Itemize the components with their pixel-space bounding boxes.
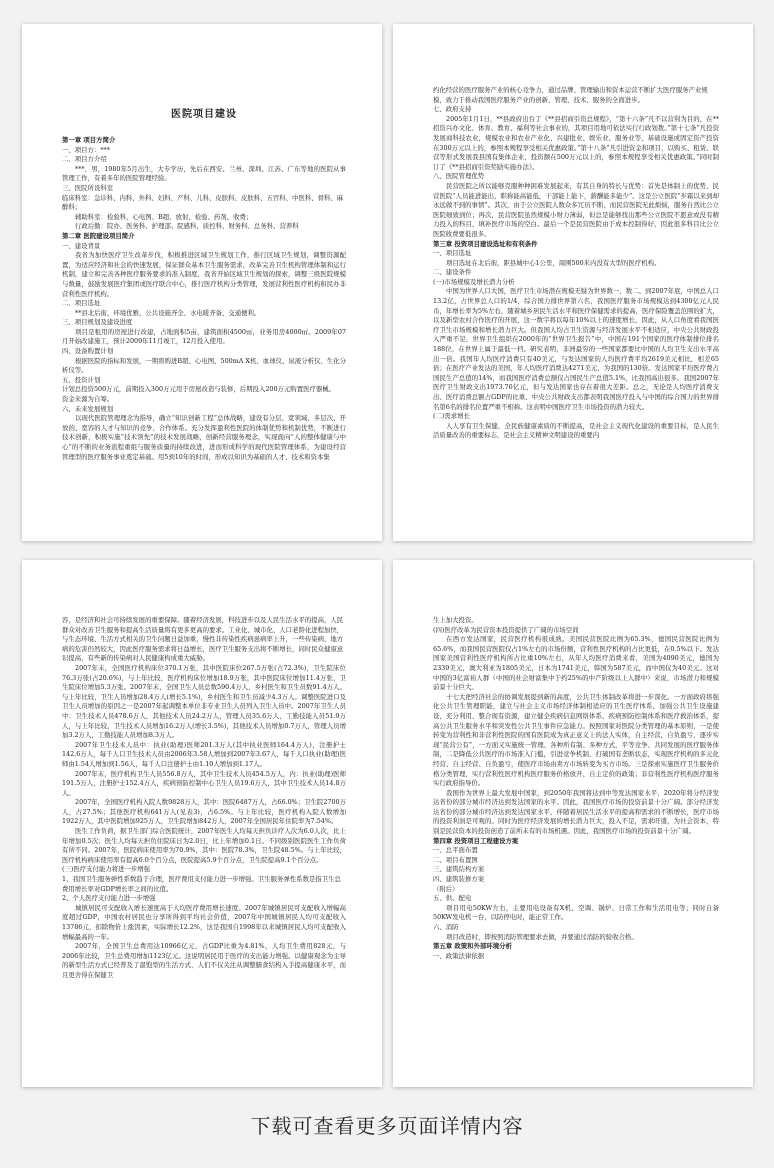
page-4-body — [433, 616, 719, 961]
page-2-body — [433, 86, 719, 441]
paragraph: 2007年末，全国医疗机构床位370.1万张，其中医院床位267.5万张(占72.3%)，卫生院床位76.3万张(占20.6%)，与上年比较，医疗机构床位增加18.9万张，其中医院床位增加11.4万张，卫生院床位增加5.3万张。2007年末，全国卫生人员总数590.4万人，乡村医生和卫生员数91.4万人。与上年比较，卫生人员增加28.4万人(增长5.1%)，乡村医生和卫生员减少4.3万人。调整医院进口及卫生人员增加的原因之一是2007年起调整本单位非专业卫生人员列入卫生人员中。2007年卫生人员中：卫生技术人员478.6万人，其他技术人员24.2万人，管理人员35.6万人，工勤技能人员51.9万人，与上年比较，卫生技术人员增加16.2万人(增长3.5%)，其他技术人员增加0.7万人，管理人员增加3.2万人，工勤技能人员增加8.3万人。 — [62, 663, 346, 740]
paragraph: 城镇居民可支配收入增长速度高于人均医疗费用增长速度。2007年城镇居民可支配收入增幅高度超过GDP，中国农村居民也分享所得到平均社会价值，2007年中国城镇居民人均可支配收入13786元，扣除物价上涨因素，实际增长12.2%，这是我国自1998年以来城镇居民人均可支配收入增幅最高的一年。 — [62, 903, 346, 941]
paragraph: (二)需求增长 — [433, 412, 470, 421]
paragraph: 五、供、配电 — [433, 894, 472, 903]
paragraph: 项目是租用的房屋进行改建，占地面积5亩，建筑面积4500㎡，业务用房4000㎡。2009年07月开始改建施工，预计2009年11月竣工，12月投入使用。 — [62, 327, 346, 346]
document-page-1 — [22, 24, 382, 541]
paragraph: 四、建筑装修方案 — [433, 875, 485, 884]
paragraph: 我国作为世界上最大发展中国家，到2050年我国将达到中等发达国家水平，2020年将分经济发达省份的部分城市经济达到发达国家的水平。因此，我国医疗市场的投资前景十分广阔。部分经济发达省份的部分城市经济达到发达国家水平，伴随着居民生活水平的提高和需求的不断增长，医疗市场的投资利润是可观的。同时为医疗经济发展的增长潜力巨大，投入不足，需求旺盛，为社会资本，特别是民营资本的投资创造了前所未有的市场机遇。因此，我国医疗市场的投资前景十分广阔。 — [433, 788, 719, 836]
paragraph: 一、建设背景 — [62, 241, 101, 250]
paragraph: (一)市场规模及增长潜力分析 — [433, 277, 515, 286]
paragraph: 2005年1月1日，**县政府出台了《**县招商引资总规程》，“第十六条”凡不以营利为目的，在**招资兴办文化、体育、教育、福利等社会事业的，其项目用地可依法实行行政划拨。”第十七条”凡投资发展商科技农业，规模农业和农业产业化、兴建批业、娱乐业、服务业等，基础设施或固定资产投资在300万元以上的，参照本规程享受相关优惠政策。”第十八条”凡引进资金和项目，以购买、租赁、联营等形式发展我县国有集体企业，投资额在500万元以上的，参照本规程享受相关优惠政策。”同时制订了《**县招商引资奖励实施办法》。 — [433, 114, 719, 171]
paragraph: 项目选址在北后街，距县城中心1公里，周围500米内没有大型的医疗机构。 — [446, 258, 661, 267]
paragraph: 我省为加快医疗卫生改革步伐，积极推进区域卫生规划工作，推行区域卫生规划，调整资源配置，为适应经济和社会的快速发展，保证群众基本卫生服务需求，改革完善卫生机构管理体制和运行机制，建立和完善各种医疗服务要求的准入制度，我省开始区域卫生规划的探索，调整三级医院规模与数量，鼓励发展医疗集团或医疗联合中心，推行医疗机构分类管理，发展营利性医疗机构和民办非营利性医疗机构。 — [62, 251, 346, 298]
paragraph: 人人享有卫生保健，全民族健康素质的不断提高，是社会主义现代化建设的重要目标，是人民生活质量改善的重要标志，是社会主义精神文明建设的重要内 — [433, 421, 719, 440]
paragraph: 一、政策法律依据 — [433, 951, 485, 960]
paragraph: **县北后街，环境优雅、公共设施齐全、水电暖齐备、交通便利。 — [75, 308, 261, 317]
document-page-3 — [22, 560, 382, 1087]
paragraph: 五、投资计划 — [62, 375, 101, 384]
paragraph: 八、医院管理优势 — [433, 172, 485, 181]
section-heading: 第四章 投资项目工程建设方案 — [433, 836, 519, 845]
paragraph: (四)医疗改革为民营资本投资提供了广阔的市场空间 — [433, 625, 579, 634]
paragraph: 一、项目方：*** — [62, 145, 110, 154]
paragraph: 容，是经济和社会可持续发展的重要保障。随着经济发展，科技进步以及人民生活水平的提高，人民群众对改善卫生服务和提高生活质量将有更多更高的要求。工业化、城市化、人口老龄化进程加快，与生态环境、生活方式相关的卫生问题日益加重，慢性非传染性疾病患病率上升，一些传染病、地方病的危害仍然较大，因此医疗服务需求将日益增长，医疗卫生服务支出将不断增长，同时民众健康意识提高，有些新的传染病对人民健康构成重大威胁。 — [62, 616, 344, 663]
paragraph: 七、政府支持 — [433, 105, 472, 114]
paragraph: 行政后勤：院办、医务科、护理部、院感科、质控科、财务科、总务科、营养科 — [75, 222, 299, 231]
paragraph: 六、消防 — [433, 923, 459, 931]
paragraph: 一、总平面布置 — [433, 846, 478, 855]
paragraph: ***，男，1980年5月出生，大专学历，先后在西安、兰州、深圳、江苏、广东等地的医院从事管理工作，有着多年的医院管理经验。 — [62, 164, 346, 183]
paragraph: 三、建筑结构方案 — [433, 865, 485, 874]
paragraph: 二、项目布置图 — [433, 855, 478, 864]
document-page-2 — [393, 24, 753, 541]
paragraph: （附后） — [433, 884, 459, 893]
section-heading: 第三章 投资项目建设选址和有利条件 — [433, 239, 538, 248]
paragraph: 十七大把经济社会的协调发展提到新的高度，公共卫生体制改革将进一步深化。一方面政府将强化公共卫生管理职能，建立与社会主义市场经济体制相适应的卫生医疗体系，加强公共卫生设施建设，充分利用、整合现有资源，建立健全疾病信息网络体系、疾病预防控制体系和医疗救治体系，提高公共卫生服务水平和突发性公共卫生事件应急能力。按照国家对医院分类管理的基本原则，一是使转变为营利性和非营利性医院的国有医院成为真正意义上的法人实体，自主经营，自负盈亏，逐步实现“民营公有”，一方面又实施统一管理、各种所有制、多种方式，平等竞争、共同发展的医疗服务体制，二是降低公共医疗的市场准入门槛，引进竞争机制，打破国有垄断状态，实现医疗机构的多元化经营、自主经营、自负盈亏，使医疗市场由卖方市场转变为买方市场。三是探索实施医疗卫生服务价格分类管理，实行营利性医疗机构医疗服务价格放开、自主定价的政策；非营利性医疗机构医疗服务实行政府指导价。 — [433, 692, 719, 788]
paragraph: 四、设备购置计划 — [62, 347, 114, 356]
paragraph: (三)医疗支付能力将进一步增强 — [62, 865, 151, 874]
paragraph: 以现代医院管理理念为指导，确立“知识创新工程”总体战略，建设有分层、宽领域、多层次、开放的、宽容的人才与知识的竞争、合作体系。充分发挥盈利性医院的体制优势和机制优势，不断进行技术创新，积极实施“技术领先”的技术发展战略，创新经营服务理念，实现面向“人的整体健康与中心”的不断的业务流程重组与服务质量的持续改进，进而形成科学的现代医院管理体系，为建设经营管理型的医疗服务事业奠定基础。用5到10年的时间，形成以知识为基础的人才、技术和资本集 — [62, 414, 346, 461]
more-pages-caption[interactable]: 下载可查看更多页面详情内容 — [250, 1114, 524, 1138]
paragraph: 2、个人医疗支付能力进一步增强 — [62, 894, 156, 903]
paragraph: 项目用电50KW左右，主要用电设备有X机、空调、锅炉、日常工作和生活用电等；同时自备50KW发电机一台，以防停电时，能正常工作。 — [433, 903, 719, 922]
paragraph: 资金来源为自筹。 — [62, 395, 114, 404]
paragraph: 根据医院的指标和发展，一期将购进B超、心电图、500mA X机、血球仪、尿液分析仪、生化分析仪等。 — [62, 356, 346, 375]
page-1-body — [62, 136, 346, 462]
paragraph: 项目改造时，即按照消防管理要求去做，并要通过消防的验收合格。 — [446, 932, 638, 941]
paragraph: 二、建设条件 — [433, 268, 472, 277]
document-title: 医院项目建设 — [171, 109, 237, 120]
paragraph: 生上加大投资。 — [433, 616, 478, 624]
paragraph: 临床科室：急诊科、内科、外科、妇科、产科、儿科、皮肤科、皮肤科、五官科、中医科、骨科、麻醉科； — [62, 193, 344, 212]
paragraph: 三、项目规划及建设进度 — [62, 318, 133, 327]
section-heading: 第五章 政策和外部环境分析 — [433, 942, 512, 951]
paragraph: 六、未来发展规划 — [62, 404, 114, 413]
paragraph: 中国为世界人口大国，医疗卫生市场潜在规模无疑为世界数一、数二。到2007年底，中国总人口13.2亿，占世界总人口的1/4，综合国力排世界第六名，我国医疗服务市场规模达到4300亿元人民币，年增长率为5%左右，随着城乡居民生活水平和医疗保健需求的提高，医疗保险覆盖范围的扩大，以及新型农村合作医疗的开展，这一数字将以每年10%以上的速度增长，因此，从人口角度看我国医疗卫生市场规模和增长潜力巨大。但我国人均占卫生资源与经济发展水平不相适应，中央公共财政投入严重不足，世界卫生组织在2000年的“世界卫生报告”中，中国在191个国家的医疗体制排位排名188位，在世界上属于最低一档。研究表明，非洲最穷的一些国家都要比中国的人均卫生支出水平高出一倍。我国年人均医疗消费只有40美元，与发达国家的人均医疗费平均2619美元相比，相差65倍；在医疗产业发达的美国，年人均医疗消费达4271美元，为我国的130倍。发达国家平均医疗费占国民生产总值的14%，而我国医疗消费总额仅占国民生产总值5.1%，比我国高出很多。我国2007年医疗卫生财政支出1973.76亿元，但与发达国家也存在着很大差距。总之，无论是人均医疗消费支出、医疗消费总额占GDP的比重、中央公共财政支出都表明我国医疗投入与中国的综合国力的世界排名第6名的排名位置严重不相称。这表明中国医疗卫生市场投资的潜力较大。 — [433, 287, 719, 411]
paragraph: 计划总投资500万元，前期投入300万元用于房屋改造与装修，后期投入200万元购置医疗器械。 — [62, 385, 336, 394]
section-heading: 第一章 项目方简介 — [62, 136, 116, 144]
paragraph: 一、项目选址 — [433, 249, 472, 258]
paragraph: 二、项目选址 — [62, 299, 101, 308]
paragraph: 1、我国卫生服务弹性系数趋于合理，医疗费用支付能力进一步增强。卫生服务弹性系数是指卫生总费用增长率对GDP增长率之间的比值。 — [62, 875, 341, 893]
paragraph: 二、项目方介绍 — [62, 155, 107, 164]
paragraph: 医生工作负荷，据卫生部门综合医院统计，2007年医生人均每天担负诊疗人次为6.0人次，比上年增加0.5次；医生人均每天担负住院床日为2.0日，比上年增加0.1日。不同级别医院医生工作负荷有所不同。2007年，医院病床使用率为70.9%，其中：医院78.3%，卫生院48.5%。与上年比较，医疗机构病床使用率有提高6.0个百分点，医院提高5.9个百分点，卫生院提高9.1个百分点。 — [62, 827, 346, 864]
paragraph: 三、医院所设科室 — [62, 183, 114, 192]
paragraph: 2007年末，医疗机构卫生人员556.8万人，其中卫生技术人员454.5万人，内：执业(助理)医师191.5万人，注册护士152.4万人，疾病预防控制中心卫生人员19.6万人，其中卫生技术人员14.8万人。 — [62, 769, 346, 797]
section-heading: 第二章 医院建设项目简介 — [62, 231, 135, 240]
document-page-4 — [393, 560, 753, 1087]
paragraph: 辅助科室：检验科、心电图、B超、放射、检验、药剂、收费； — [75, 212, 253, 221]
paragraph: 2007年，全国卫生总费用达10966亿元，占GDP比重为4.81%，人均卫生费用828元，与2006年比较，卫生总费用增加1123亿元。这说明居民用于医疗的支出能力增强。以健康观念为主导的新型生活方式已经普及了温饱型的生活方式，人们不仅关注从调整膳食结构入手提高健康水平，而且更舍得在保健卫 — [62, 942, 346, 979]
page-3-body — [62, 616, 346, 981]
paragraph: 约化经营的医疗服务产业的核心竞争力，通过品牌、管理输出和资本运营不断扩大医疗服务产业规模，致力于推动我国医疗服务产业的创新、管理、技术、服务的全面进步。 — [433, 86, 708, 104]
paragraph: 2007年卫生技术人员中：执业(助理)医师201.3万人(其中执业医师164.4万人)，注册护士142.6万人，每千人口卫生技术人员由2006年3.58人增加到2007年3.67人，每千人口执业(助理)医师由1.54人增加到1.56人，每千人口注册护士由1.10人增加到1.17人。 — [62, 740, 346, 768]
paragraph: 在西方发达国家，民营医疗机构很成熟。美国民营医院比例为65.3%，德国民营医院比例为65.6%，而我国民营医院仅占1%左右的市场份额，营利性医疗机构的占比更低，在0.5%以下。发达国家美国营利性医疗机构所占比重10%左右，从年人均医疗消费来看，美国为4090美元，德国为2339美元，澳大利亚为1805美元，日本为1741美元，韩国为587美元，而中国仅为40美元。这对中国的3亿富裕人群（中国的社会财富集中于约25%的中产阶级以上人群中）来说，市场潜力和规模前景十分巨大。 — [433, 635, 719, 692]
paragraph: 民营医院之所以能够克服种种困难发展起来，有其自身的特长与优势：首先是体制上的优势，民营医院“人员能进能出，职称能高能低，干部能上能下，薪酬能多能少”。这是公立医院“步霜以来到却永远做不到的事情”。其次，由于公立医院人数众多冗员不断，而民营医院无此烦恼，服务自然比公立医院细致到位；再次，民营医院虽然规模小财力薄弱，但总是能够找出那些公立医院不愿意或没有精力投入的科目，填补医疗市场的空白。最后一个是民营医院由于成本控制得好，因此很多科目比公立医院收费要低很多。 — [433, 181, 719, 238]
paragraph: 2007年，全国医疗机构入院人数9828万人，其中：医院6487万人，占66.0%；卫生院2700万人，占27.5%；其他医疗机构641万人(见表3)，占6.5%。与上年比较，医疗机构入院人数增加1922万人，其中医院增加925万人，卫生院增加842万人，2007年全国居民年住院率为7.54%。 — [62, 798, 346, 826]
